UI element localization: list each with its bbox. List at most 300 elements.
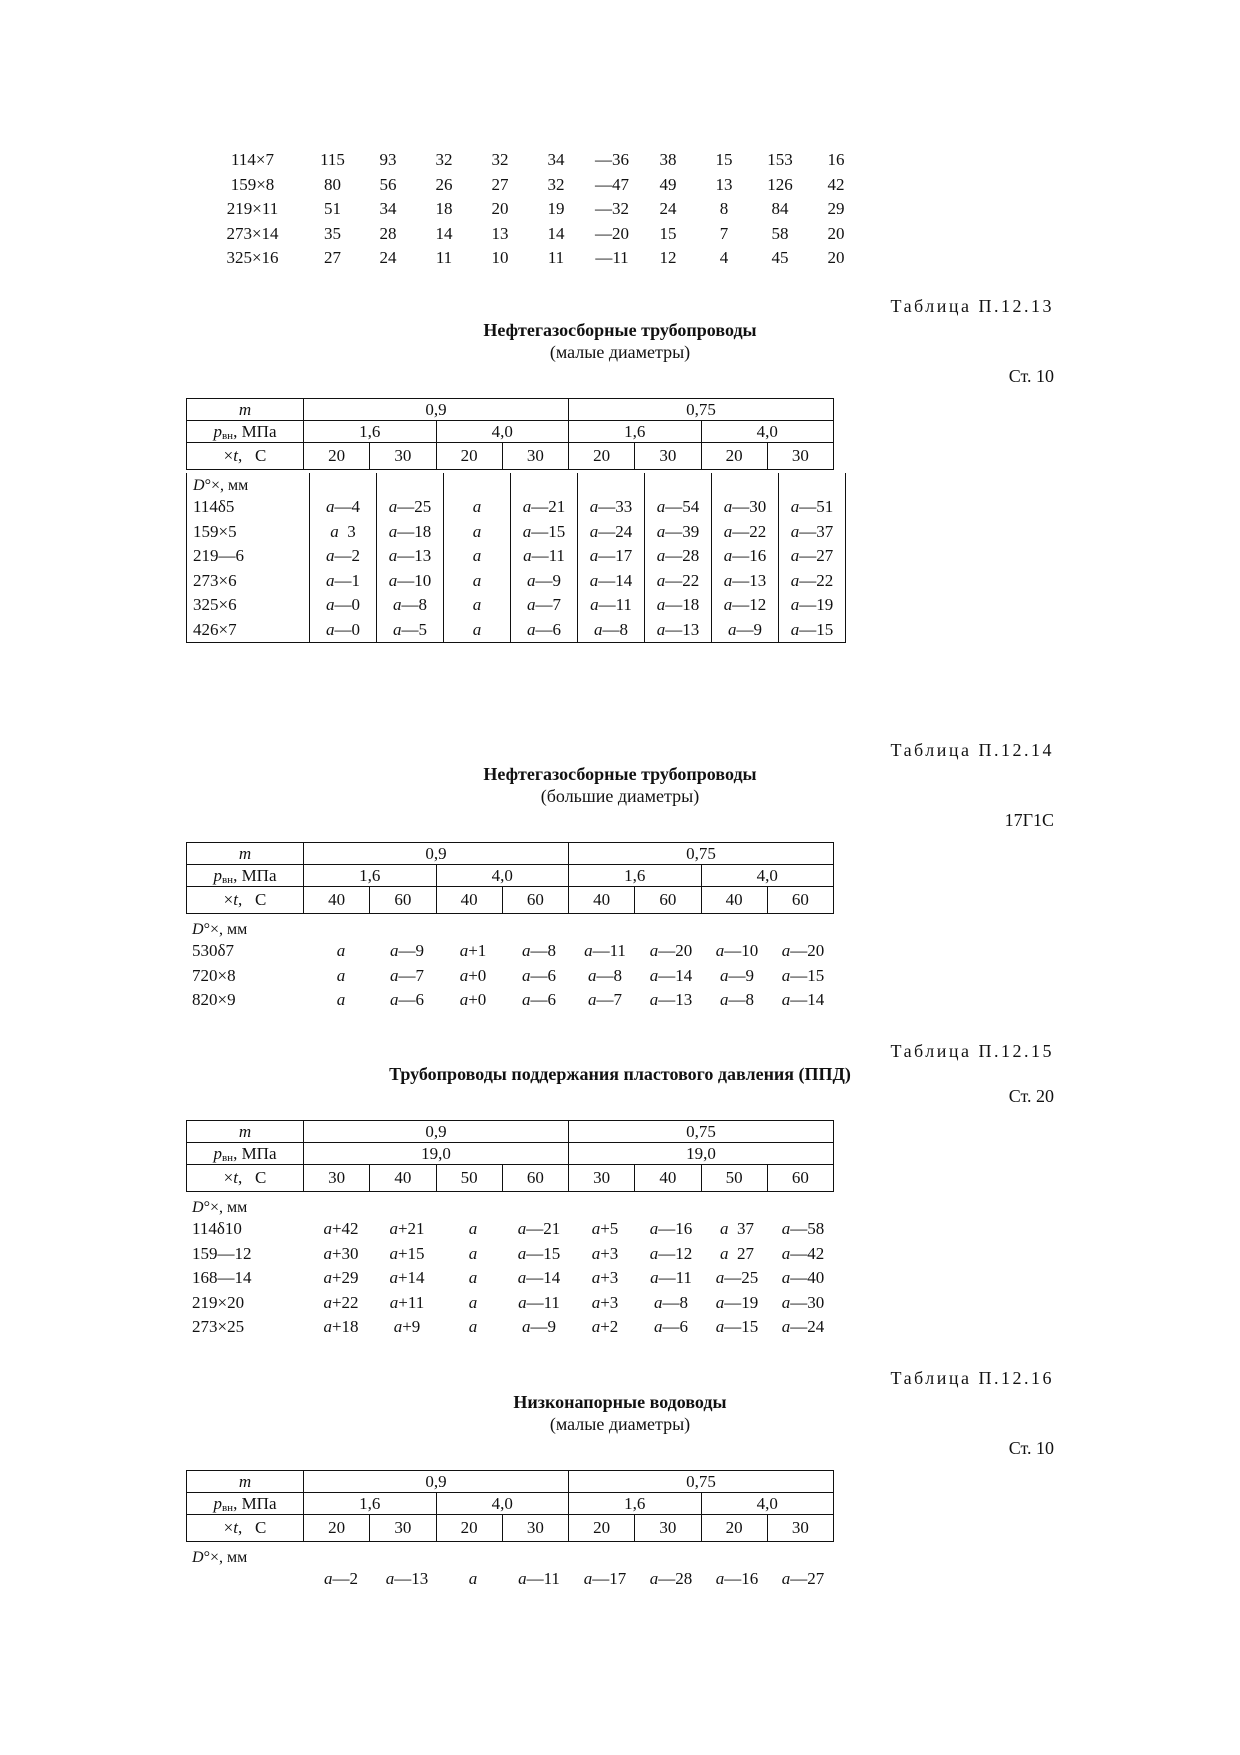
temperature-value: 30 bbox=[635, 443, 701, 470]
table-cell: a bbox=[468, 1243, 478, 1263]
temperature-value: 30 bbox=[370, 1515, 436, 1542]
pressure-label: $p_{вн}$, МПа bbox=[187, 1143, 304, 1165]
table-cell: a—2 bbox=[324, 1569, 358, 1589]
table-caption: Таблица П.12.14 bbox=[890, 740, 1054, 760]
temperature-label: ×t, C bbox=[187, 1165, 304, 1192]
pressure-value: 4,0 bbox=[436, 1493, 569, 1515]
diameter-header-row bbox=[187, 473, 846, 495]
table-cell: a—14 bbox=[781, 990, 825, 1010]
table-cell: 24 bbox=[659, 199, 677, 219]
table-title: Нефтегазосборные трубопроводы bbox=[483, 764, 757, 784]
temperature-value: 20 bbox=[569, 443, 635, 470]
table-row bbox=[186, 988, 836, 1013]
temperature-value: 20 bbox=[304, 443, 370, 470]
table-cell: 15 bbox=[659, 223, 677, 243]
pipe-size: 273×14 bbox=[226, 223, 279, 243]
pipe-size: 159×5 bbox=[187, 520, 310, 545]
table-cell: a—2 bbox=[310, 544, 377, 569]
pipe-size: 325×6 bbox=[187, 593, 310, 618]
temperature-value: 40 bbox=[370, 1165, 436, 1192]
table-cell: a+15 bbox=[389, 1243, 425, 1263]
pressure-value: 4,0 bbox=[701, 1493, 834, 1515]
m-value: 0,9 bbox=[304, 1471, 569, 1493]
table-cell: a—14 bbox=[517, 1268, 561, 1288]
temperature-value: 40 bbox=[635, 1165, 701, 1192]
table-header bbox=[186, 1120, 834, 1192]
table-cell: a—15 bbox=[790, 619, 834, 639]
pipe-size: 168—14 bbox=[192, 1268, 252, 1288]
table-cell: a—51 bbox=[790, 497, 834, 517]
table-cell: a—15 bbox=[517, 1243, 561, 1263]
table-subtitle: (большие диаметры) bbox=[540, 786, 700, 806]
table-cell: a—11 bbox=[511, 544, 578, 569]
table-cell: a+3 bbox=[591, 1268, 619, 1288]
table-cell: a—10 bbox=[377, 569, 444, 594]
table-cell: a+14 bbox=[389, 1268, 425, 1288]
temperature-value: 50 bbox=[701, 1165, 767, 1192]
table-cell: 32 bbox=[491, 150, 509, 170]
pressure-value: 1,6 bbox=[304, 1493, 437, 1515]
table-cell: a—19 bbox=[790, 595, 834, 615]
temperature-value: 30 bbox=[767, 1515, 833, 1542]
temperature-value: 30 bbox=[370, 443, 436, 470]
table-cell: a—21 bbox=[511, 495, 578, 520]
table-cell: a—11 bbox=[578, 593, 645, 618]
pressure-label: $p_{вн}$, МПа bbox=[187, 1493, 304, 1515]
table-cell: 10 bbox=[491, 248, 509, 268]
table-cell: 45 bbox=[771, 248, 789, 268]
diameter-label: D°×, мм bbox=[192, 921, 248, 938]
table-cell: a—40 bbox=[781, 1268, 825, 1288]
temperature-value: 60 bbox=[635, 887, 701, 914]
top-table-body bbox=[200, 148, 864, 271]
table-cell: a 37 bbox=[720, 1219, 754, 1239]
table-cell: a bbox=[444, 544, 511, 569]
table-cell: 84 bbox=[771, 199, 789, 219]
table-cell: a—17 bbox=[583, 1569, 627, 1589]
table-cell: a—37 bbox=[790, 521, 834, 541]
table-cell: —36 bbox=[595, 150, 629, 170]
table-cell: 58 bbox=[771, 223, 789, 243]
pipe-size: 219×20 bbox=[192, 1292, 245, 1312]
table-cell: a—6 bbox=[511, 618, 578, 643]
table-cell: a+22 bbox=[323, 1292, 359, 1312]
table-cell: 32 bbox=[547, 174, 565, 194]
table-cell: 11 bbox=[547, 248, 565, 268]
table-cell: a—33 bbox=[578, 495, 645, 520]
table-cell: a—42 bbox=[781, 1243, 825, 1263]
temperature-value: 50 bbox=[436, 1165, 502, 1192]
table-cell: 56 bbox=[379, 174, 397, 194]
table-cell: a—28 bbox=[645, 544, 712, 569]
m-value: 0,75 bbox=[569, 1471, 834, 1493]
table-cell: a—12 bbox=[712, 593, 779, 618]
table-cell: a+11 bbox=[389, 1292, 425, 1312]
table-header bbox=[186, 398, 834, 470]
pipe-size bbox=[186, 1567, 308, 1592]
table-cell: 29 bbox=[827, 199, 845, 219]
table-header bbox=[186, 1470, 834, 1542]
table-cell: a—12 bbox=[649, 1243, 693, 1263]
diameter-header-row bbox=[186, 1195, 836, 1217]
table-cell: a bbox=[336, 990, 346, 1010]
table-cell: a—18 bbox=[645, 593, 712, 618]
temperature-value: 60 bbox=[502, 887, 568, 914]
table-cell: a+3 bbox=[591, 1243, 619, 1263]
table-cell: a—11 bbox=[518, 1569, 560, 1589]
table-cell: a—22 bbox=[645, 569, 712, 594]
pipe-size: 426×7 bbox=[187, 618, 310, 643]
table-row bbox=[186, 939, 836, 964]
table-cell: 19 bbox=[547, 199, 565, 219]
table-cell: a—8 bbox=[578, 618, 645, 643]
table-row bbox=[186, 1266, 836, 1291]
pipe-size: 114δ5 bbox=[187, 495, 310, 520]
table-cell: a+21 bbox=[389, 1219, 425, 1239]
table-row bbox=[200, 148, 864, 173]
pressure-value: 19,0 bbox=[569, 1143, 834, 1165]
table-cell: a—11 bbox=[650, 1268, 692, 1288]
table-caption: Таблица П.12.15 bbox=[890, 1041, 1054, 1061]
table-cell: a—6 bbox=[390, 990, 424, 1010]
temperature-value: 30 bbox=[569, 1165, 635, 1192]
pipe-size: 273×25 bbox=[192, 1317, 245, 1337]
temperature-value: 20 bbox=[701, 1515, 767, 1542]
table-cell: 49 bbox=[659, 174, 677, 194]
table-cell: 51 bbox=[324, 199, 341, 219]
table-cell: a bbox=[336, 941, 346, 961]
table-cell: a+5 bbox=[591, 1219, 619, 1239]
temperature-label: ×t, C bbox=[187, 1515, 304, 1542]
table-cell: a—30 bbox=[712, 495, 779, 520]
table-cell: 27 bbox=[324, 248, 341, 268]
diameter-label: D°×, мм bbox=[192, 1549, 248, 1566]
table-cell: a—16 bbox=[715, 1569, 759, 1589]
pipe-size: 219×11 bbox=[226, 199, 279, 219]
table-cell: 34 bbox=[379, 199, 397, 219]
table-cell: a—22 bbox=[790, 570, 834, 590]
table-cell: 13 bbox=[491, 223, 509, 243]
temperature-value: 20 bbox=[304, 1515, 370, 1542]
temperature-value: 60 bbox=[370, 887, 436, 914]
table-cell: a—8 bbox=[588, 965, 622, 985]
m-label: m bbox=[187, 1121, 304, 1143]
table-cell: —32 bbox=[595, 199, 629, 219]
temperature-value: 30 bbox=[502, 1515, 568, 1542]
table-cell: a—4 bbox=[310, 495, 377, 520]
table-cell: a bbox=[468, 1569, 478, 1589]
temperature-value: 40 bbox=[436, 887, 502, 914]
pipe-size: 114×7 bbox=[231, 150, 274, 170]
table-row bbox=[200, 197, 864, 222]
table-cell: a—8 bbox=[377, 593, 444, 618]
table-cell: a—27 bbox=[790, 546, 834, 566]
table-cell: 32 bbox=[435, 150, 453, 170]
table-cell: a—54 bbox=[645, 495, 712, 520]
table-cell: a—6 bbox=[522, 990, 556, 1010]
temperature-value: 30 bbox=[767, 443, 833, 470]
table-cell: 12 bbox=[659, 248, 677, 268]
m-label: m bbox=[187, 843, 304, 865]
table-cell: a—15 bbox=[511, 520, 578, 545]
table-cell: a bbox=[468, 1317, 478, 1337]
table-cell: 4 bbox=[719, 248, 729, 268]
table-cell: 14 bbox=[547, 223, 565, 243]
pipe-size: 159—12 bbox=[192, 1243, 252, 1263]
table-subtitle: (малые диаметры) bbox=[549, 342, 691, 362]
temperature-value: 40 bbox=[701, 887, 767, 914]
table-cell: a—22 bbox=[712, 520, 779, 545]
table-cell: 15 bbox=[715, 150, 733, 170]
table-cell: a—8 bbox=[522, 941, 556, 961]
table-cell: a—9 bbox=[390, 941, 424, 961]
table-cell: 80 bbox=[324, 174, 341, 194]
table-cell: a—20 bbox=[649, 941, 693, 961]
table-cell: a—8 bbox=[654, 1292, 688, 1312]
table-row bbox=[187, 495, 846, 520]
table-cell: a—13 bbox=[645, 618, 712, 643]
table-cell: a—28 bbox=[649, 1569, 693, 1589]
pressure-value: 4,0 bbox=[701, 421, 834, 443]
table-title: Нефтегазосборные трубопроводы bbox=[483, 320, 757, 340]
pressure-value: 1,6 bbox=[569, 865, 702, 887]
table-header bbox=[186, 842, 834, 914]
table-row bbox=[186, 1217, 836, 1242]
temperature-label: ×t, C bbox=[187, 887, 304, 914]
table-cell: a bbox=[468, 1292, 478, 1312]
table-cell: a—15 bbox=[781, 965, 825, 985]
table-row bbox=[200, 222, 864, 247]
temperature-value: 20 bbox=[701, 443, 767, 470]
table-title: Низконапорные водоводы bbox=[513, 1392, 727, 1412]
table-cell: a—24 bbox=[781, 1317, 825, 1337]
table-cell: a+29 bbox=[323, 1268, 359, 1288]
table-cell: a bbox=[444, 569, 511, 594]
table-body bbox=[186, 1545, 836, 1592]
table-row bbox=[186, 1315, 836, 1340]
table-cell: a—7 bbox=[511, 593, 578, 618]
table-cell: a—7 bbox=[390, 965, 424, 985]
table-body bbox=[186, 1195, 836, 1340]
table-cell: a bbox=[468, 1219, 478, 1239]
table-cell: 8 bbox=[719, 199, 729, 219]
pressure-label: $p_{вн}$, МПа bbox=[187, 421, 304, 443]
table-cell: a—8 bbox=[720, 990, 754, 1010]
table-cell: 20 bbox=[827, 248, 845, 268]
pipe-size: 159×8 bbox=[230, 174, 275, 194]
temperature-value: 20 bbox=[436, 1515, 502, 1542]
table-cell: a—17 bbox=[578, 544, 645, 569]
table-cell: a—13 bbox=[649, 990, 693, 1010]
table-cell: a—25 bbox=[377, 495, 444, 520]
temperature-value: 40 bbox=[569, 887, 635, 914]
table-body bbox=[186, 917, 836, 1013]
table-cell: a 3 bbox=[310, 520, 377, 545]
table-cell: —47 bbox=[595, 174, 629, 194]
table-cell: a—0 bbox=[310, 593, 377, 618]
table-cell: a bbox=[444, 618, 511, 643]
table-cell: a—30 bbox=[781, 1292, 825, 1312]
table-cell: a+42 bbox=[323, 1219, 359, 1239]
table-cell: a—9 bbox=[720, 965, 754, 985]
table-cell: 18 bbox=[435, 199, 453, 219]
table-row bbox=[186, 1567, 836, 1592]
table-cell: a—6 bbox=[522, 965, 556, 985]
table-row bbox=[200, 173, 864, 198]
table-cell: a+9 bbox=[393, 1317, 421, 1337]
pressure-label: $p_{вн}$, МПа bbox=[187, 865, 304, 887]
table-cell: a+18 bbox=[323, 1317, 359, 1337]
steel-grade: Ст. 20 bbox=[1008, 1086, 1054, 1106]
table-cell: 153 bbox=[767, 150, 793, 170]
table-cell: a—27 bbox=[781, 1569, 825, 1589]
table-row bbox=[200, 246, 864, 271]
table-cell: a—11 bbox=[518, 1292, 560, 1312]
table-cell: 93 bbox=[379, 150, 397, 170]
table-cell: 20 bbox=[827, 223, 845, 243]
table-cell: 7 bbox=[719, 223, 729, 243]
table-cell: a—6 bbox=[654, 1317, 688, 1337]
m-value: 0,9 bbox=[304, 399, 569, 421]
table-cell: a 27 bbox=[720, 1243, 754, 1263]
diameter-header-row bbox=[186, 917, 836, 939]
pressure-value: 4,0 bbox=[701, 865, 834, 887]
pressure-value: 4,0 bbox=[436, 865, 569, 887]
top-table bbox=[200, 148, 864, 271]
pressure-value: 1,6 bbox=[304, 421, 437, 443]
table-cell: a+0 bbox=[459, 965, 487, 985]
table-subtitle: (малые диаметры) bbox=[549, 1414, 691, 1434]
table-cell: a bbox=[444, 520, 511, 545]
table-cell: a—39 bbox=[645, 520, 712, 545]
table-cell: —20 bbox=[595, 223, 629, 243]
table-cell: a—58 bbox=[781, 1219, 825, 1239]
table-cell: 26 bbox=[435, 174, 453, 194]
table-caption: Таблица П.12.13 bbox=[890, 296, 1054, 316]
table-cell: a+3 bbox=[591, 1292, 619, 1312]
table-cell: a—14 bbox=[578, 569, 645, 594]
m-value: 0,9 bbox=[304, 1121, 569, 1143]
temperature-value: 30 bbox=[304, 1165, 370, 1192]
temperature-value: 60 bbox=[767, 887, 833, 914]
m-value: 0,9 bbox=[304, 843, 569, 865]
table-row bbox=[186, 1291, 836, 1316]
table-cell: a—7 bbox=[588, 990, 622, 1010]
table-cell: a bbox=[468, 1268, 478, 1288]
table-row bbox=[187, 544, 846, 569]
table-cell: 38 bbox=[659, 150, 677, 170]
table-cell: 14 bbox=[435, 223, 453, 243]
temperature-label: ×t, C bbox=[187, 443, 304, 470]
temperature-value: 40 bbox=[304, 887, 370, 914]
temperature-value: 20 bbox=[436, 443, 502, 470]
table-row bbox=[186, 964, 836, 989]
table-cell: a—24 bbox=[578, 520, 645, 545]
table-cell: a+2 bbox=[591, 1317, 619, 1337]
table-cell: a—25 bbox=[715, 1268, 759, 1288]
table-cell: —11 bbox=[595, 248, 629, 268]
table-cell: a—9 bbox=[712, 618, 779, 643]
table-cell: 42 bbox=[827, 174, 845, 194]
table-cell: 24 bbox=[379, 248, 397, 268]
pressure-value: 19,0 bbox=[304, 1143, 569, 1165]
table-cell: 16 bbox=[827, 150, 845, 170]
table-body bbox=[186, 473, 846, 643]
pressure-value: 1,6 bbox=[569, 1493, 702, 1515]
table-cell: a—18 bbox=[377, 520, 444, 545]
table-cell: a—1 bbox=[310, 569, 377, 594]
pressure-value: 1,6 bbox=[569, 421, 702, 443]
temperature-value: 30 bbox=[635, 1515, 701, 1542]
pipe-size: 325×16 bbox=[226, 248, 279, 268]
table-row bbox=[187, 569, 846, 594]
table-cell: 35 bbox=[324, 223, 341, 243]
table-cell: 126 bbox=[767, 174, 793, 194]
table-cell: a—9 bbox=[522, 1317, 556, 1337]
temperature-value: 20 bbox=[569, 1515, 635, 1542]
steel-grade: 17Г1С bbox=[1004, 810, 1054, 830]
table-cell: 27 bbox=[491, 174, 509, 194]
m-label: m bbox=[187, 1471, 304, 1493]
pipe-size: 219—6 bbox=[187, 544, 310, 569]
m-label: m bbox=[187, 399, 304, 421]
table-cell: a+30 bbox=[323, 1243, 359, 1263]
table-cell: a—13 bbox=[385, 1569, 429, 1589]
table-cell: 20 bbox=[491, 199, 509, 219]
table-cell: a—14 bbox=[649, 965, 693, 985]
table-cell: a bbox=[444, 495, 511, 520]
pipe-size: 114δ10 bbox=[192, 1219, 242, 1239]
table-row bbox=[187, 593, 846, 618]
temperature-value: 60 bbox=[767, 1165, 833, 1192]
m-value: 0,75 bbox=[569, 1121, 834, 1143]
m-value: 0,75 bbox=[569, 399, 834, 421]
pipe-size: 820×9 bbox=[192, 990, 236, 1010]
table-cell: a+1 bbox=[459, 941, 487, 961]
table-cell: a bbox=[336, 965, 346, 985]
pressure-value: 4,0 bbox=[436, 421, 569, 443]
table-cell: a—16 bbox=[649, 1219, 693, 1239]
table-caption: Таблица П.12.16 bbox=[890, 1368, 1054, 1388]
diameter-label: D°×, мм bbox=[187, 473, 310, 495]
temperature-value: 30 bbox=[502, 443, 568, 470]
table-cell: 28 bbox=[379, 223, 397, 243]
diameter-label: D°×, мм bbox=[192, 1199, 248, 1216]
table-cell: a—19 bbox=[715, 1292, 759, 1312]
table-cell: 13 bbox=[715, 174, 733, 194]
table-cell: a—20 bbox=[781, 941, 825, 961]
table-cell: a+0 bbox=[459, 990, 487, 1010]
table-row bbox=[187, 618, 846, 643]
table-cell: a—21 bbox=[517, 1219, 561, 1239]
pressure-value: 1,6 bbox=[304, 865, 437, 887]
table-cell: 115 bbox=[320, 150, 345, 170]
table-cell: a—5 bbox=[377, 618, 444, 643]
table-cell: 34 bbox=[547, 150, 565, 170]
table-title: Трубопроводы поддержания пластового давления (ППД) bbox=[389, 1064, 851, 1084]
table-cell: a—10 bbox=[715, 941, 759, 961]
steel-grade: Ст. 10 bbox=[1008, 1438, 1054, 1458]
temperature-value: 60 bbox=[502, 1165, 568, 1192]
table-cell: a—16 bbox=[712, 544, 779, 569]
pipe-size: 273×6 bbox=[187, 569, 310, 594]
table-cell: a—0 bbox=[310, 618, 377, 643]
diameter-header-row bbox=[186, 1545, 836, 1567]
steel-grade: Ст. 10 bbox=[1008, 366, 1054, 386]
table-cell: a—13 bbox=[712, 569, 779, 594]
m-value: 0,75 bbox=[569, 843, 834, 865]
table-cell: a—13 bbox=[377, 544, 444, 569]
